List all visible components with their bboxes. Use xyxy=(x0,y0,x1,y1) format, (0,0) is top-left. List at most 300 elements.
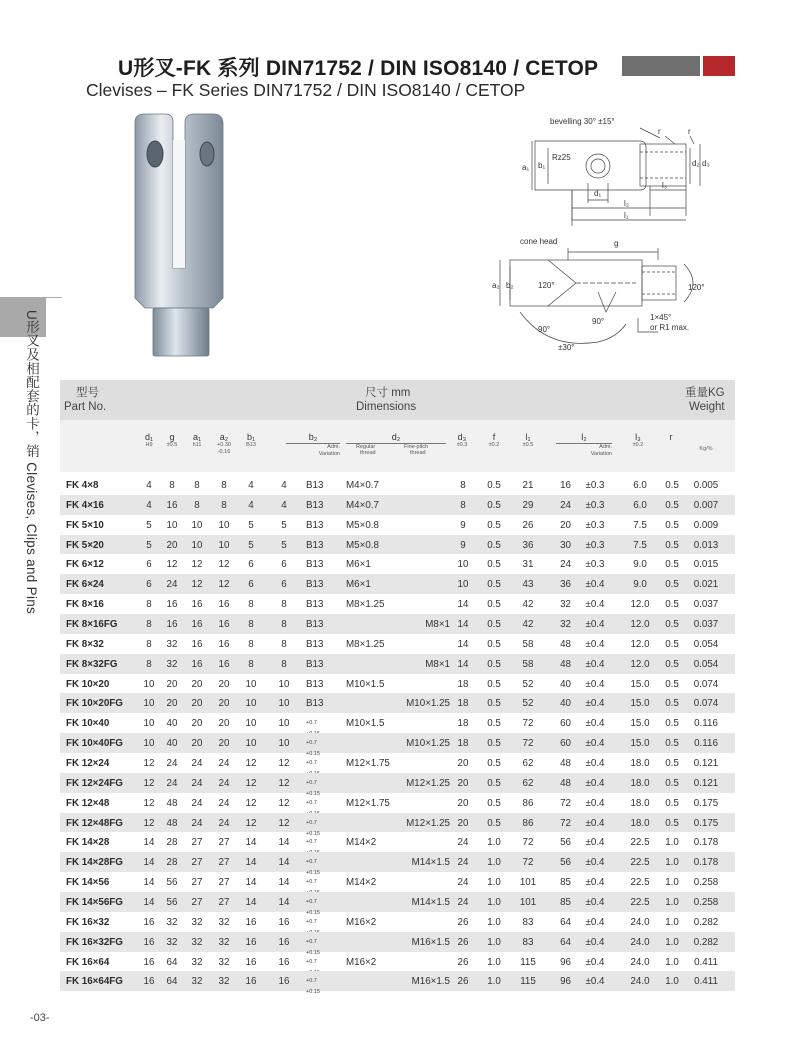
cell-a2: 24 xyxy=(218,777,230,789)
cell-fine: M12×1.25 xyxy=(406,777,450,789)
cell-d3: 14 xyxy=(457,619,469,631)
cell-reg: M16×2 xyxy=(346,916,377,928)
cell-l1: 72 xyxy=(522,837,534,849)
cell-l1: 62 xyxy=(522,758,534,770)
col-l1: l₁ ±0.5 xyxy=(522,432,534,448)
table-row xyxy=(60,654,735,674)
table-row xyxy=(60,554,735,574)
cell-a2: 32 xyxy=(218,916,230,928)
cell-l3: 12.0 xyxy=(630,619,650,631)
cell-b2-variation: +0.7 +0.15 xyxy=(306,779,320,797)
cell-g: 40 xyxy=(166,718,178,730)
cell-kg: 0.074 xyxy=(693,698,719,710)
cell-kg: 0.175 xyxy=(693,817,719,829)
cell-a2: 8 xyxy=(221,480,227,491)
cell-r: 0.5 xyxy=(665,539,679,551)
cell-r: 1.0 xyxy=(665,857,679,869)
cell-b2: 10 xyxy=(278,698,290,710)
cell-d3: 26 xyxy=(457,936,469,948)
cell-a2: 16 xyxy=(218,599,230,611)
label-chamfer-1: 1×45° xyxy=(650,313,672,322)
cell-d3: 14 xyxy=(457,638,469,650)
cell-kg: 0.282 xyxy=(693,936,719,948)
cell-l2var: ±0.4 xyxy=(585,698,605,710)
cell-part-no: FK 6×24 xyxy=(66,579,104,591)
cell-g: 32 xyxy=(166,658,178,670)
cell-l1: 58 xyxy=(522,638,534,650)
col-d3: d₃ ±0.3 xyxy=(456,432,468,448)
cell-r: 0.5 xyxy=(665,658,679,670)
cell-part-no: FK 4×8 xyxy=(66,480,99,491)
col-d1: d₁ H9 xyxy=(144,432,154,448)
cell-l3: 18.0 xyxy=(630,797,650,809)
label-rz: Rz25 xyxy=(552,153,571,162)
cell-part-no: FK 14×56 xyxy=(66,877,110,889)
cell-l2: 72 xyxy=(560,797,571,809)
cell-b2: 8 xyxy=(281,619,287,631)
cell-fine: M8×1 xyxy=(425,658,450,670)
cell-b2: 12 xyxy=(278,817,290,829)
cell-a1: 20 xyxy=(191,738,203,750)
cell-d1: 16 xyxy=(143,976,155,988)
cell-kg: 0.037 xyxy=(693,599,719,611)
cell-b1: 16 xyxy=(245,976,257,988)
cell-part-no: FK 8×16FG xyxy=(66,619,118,631)
cell-a2: 27 xyxy=(218,877,230,889)
cell-b2-variation: B13 xyxy=(306,599,324,611)
label-angle-120a: 120° xyxy=(538,281,555,290)
cell-kg: 0.121 xyxy=(693,777,719,789)
cell-b2-variation: +0.7 +0.15 xyxy=(306,859,320,877)
label-chamfer-2: or R1 max. xyxy=(650,323,690,332)
cell-b1: 6 xyxy=(248,559,254,571)
cell-g: 56 xyxy=(166,877,178,889)
cell-kg: 0.282 xyxy=(693,916,719,928)
cell-a1: 27 xyxy=(191,857,203,869)
cell-a2: 16 xyxy=(218,638,230,650)
cell-d1: 12 xyxy=(143,758,155,770)
col-b2: b₂ Adm. Variation xyxy=(286,432,340,458)
cell-kg: 0.258 xyxy=(693,897,719,909)
cell-l2: 30 xyxy=(560,539,571,551)
cell-b1: 12 xyxy=(245,777,257,789)
cell-g: 16 xyxy=(166,499,178,511)
header-part-cn: 型号 xyxy=(76,387,99,399)
cell-reg: M4×0.7 xyxy=(346,480,379,491)
cell-l1: 72 xyxy=(522,857,534,869)
cell-d3: 26 xyxy=(457,956,469,968)
cell-l3: 18.0 xyxy=(630,777,650,789)
cell-l2var: ±0.3 xyxy=(585,480,605,491)
cell-r: 0.5 xyxy=(665,777,679,789)
cell-b2: 4 xyxy=(281,480,287,491)
cell-reg: M10×1.5 xyxy=(346,718,385,730)
cell-f: 0.5 xyxy=(487,559,501,571)
cell-l2: 48 xyxy=(560,777,571,789)
cell-a1: 32 xyxy=(191,976,203,988)
cell-a1: 16 xyxy=(191,599,203,611)
cell-l3: 15.0 xyxy=(630,698,650,710)
cell-r: 1.0 xyxy=(665,976,679,988)
cell-g: 64 xyxy=(166,956,178,968)
cell-a1: 16 xyxy=(191,638,203,650)
table-row xyxy=(60,535,735,555)
cell-b1: 12 xyxy=(245,817,257,829)
cell-l1: 43 xyxy=(522,579,534,591)
col-kg: Kg/% xyxy=(699,446,713,452)
cell-f: 0.5 xyxy=(487,718,501,730)
cell-b1: 16 xyxy=(245,956,257,968)
cell-r: 0.5 xyxy=(665,599,679,611)
cell-d1: 8 xyxy=(146,638,152,650)
cell-b2-variation: +0.7 xyxy=(306,799,317,806)
cell-a1: 16 xyxy=(191,619,203,631)
cell-a1: 20 xyxy=(191,718,203,730)
cell-d3: 24 xyxy=(457,837,469,849)
cell-l3: 15.0 xyxy=(630,678,650,690)
cell-b1: 8 xyxy=(248,619,254,631)
cell-l2: 64 xyxy=(560,936,571,948)
cell-g: 32 xyxy=(166,916,178,928)
label-angle-90b: 90° xyxy=(592,317,605,326)
cell-b1: 8 xyxy=(248,599,254,611)
cell-a1: 10 xyxy=(191,539,203,551)
cell-f: 0.5 xyxy=(487,817,501,829)
cell-reg: M8×1.25 xyxy=(346,599,385,611)
table-row xyxy=(60,495,735,515)
col-f: f ±0.2 xyxy=(488,432,500,448)
cell-l2: 56 xyxy=(560,857,571,869)
cell-l2: 72 xyxy=(560,817,571,829)
col-r: r xyxy=(669,432,673,442)
cell-kg: 0.178 xyxy=(693,857,719,869)
cell-l2var: ±0.4 xyxy=(585,916,605,928)
cell-l2var: ±0.4 xyxy=(585,777,605,789)
cell-d3: 24 xyxy=(457,857,469,869)
cell-l2: 32 xyxy=(560,619,571,631)
page-subtitle: Clevises – FK Series DIN71752 / DIN ISO8140 / CETOP xyxy=(86,80,526,100)
cell-a2: 16 xyxy=(218,619,230,631)
cell-d3: 18 xyxy=(457,738,469,750)
cell-l2: 56 xyxy=(560,837,571,849)
cell-l2: 40 xyxy=(560,678,571,690)
cell-l2var: ±0.4 xyxy=(585,579,605,591)
cell-l1: 86 xyxy=(522,797,534,809)
title-bar-gray xyxy=(622,56,700,76)
cell-a2: 12 xyxy=(218,559,230,571)
cell-l2var: ±0.4 xyxy=(585,817,605,829)
cell-g: 24 xyxy=(166,758,178,770)
cell-b2: 4 xyxy=(281,499,287,511)
cell-l1: 36 xyxy=(522,539,534,551)
cell-b2-variation: +0.7 +0.15 xyxy=(306,819,320,837)
label-g: g xyxy=(614,239,619,248)
cell-b2-variation: +0.7 +0.15 xyxy=(306,938,320,956)
cell-kg: 0.178 xyxy=(693,837,719,849)
header-dim-en: Dimensions xyxy=(356,401,417,413)
cell-part-no: FK 16×64FG xyxy=(66,976,123,988)
cell-d1: 10 xyxy=(143,738,155,750)
cell-b2: 6 xyxy=(281,559,287,571)
cell-fine: M16×1.5 xyxy=(411,976,450,988)
cell-l3: 18.0 xyxy=(630,817,650,829)
header-part-en: Part No. xyxy=(64,401,107,413)
cell-part-no: FK 12×48 xyxy=(66,797,110,809)
cell-a1: 16 xyxy=(191,658,203,670)
cell-l3: 12.0 xyxy=(630,658,650,670)
cell-b2: 16 xyxy=(278,936,290,948)
cell-l2var: ±0.4 xyxy=(585,857,605,869)
cell-d1: 8 xyxy=(146,599,152,611)
cell-d3: 8 xyxy=(460,480,466,491)
cell-fine: M10×1.25 xyxy=(406,698,450,710)
cell-g: 20 xyxy=(166,539,178,551)
cell-b2: 8 xyxy=(281,599,287,611)
cell-l2var: ±0.4 xyxy=(585,897,605,909)
cell-b2-variation: B13 xyxy=(306,480,324,491)
table-row xyxy=(60,932,735,956)
cell-l2var: ±0.4 xyxy=(585,936,605,948)
cell-f: 0.5 xyxy=(487,638,501,650)
clevis-top-drawing xyxy=(488,232,740,364)
cell-l2: 64 xyxy=(560,916,571,928)
label-l2: l₂ xyxy=(624,199,629,208)
col-a2: a₂ +0.30 -0.16 xyxy=(217,432,231,455)
cell-b2-variation: B13 xyxy=(306,698,324,710)
cell-l3: 24.0 xyxy=(630,936,650,948)
cell-f: 0.5 xyxy=(487,678,501,690)
cell-b1: 8 xyxy=(248,638,254,650)
cell-f: 1.0 xyxy=(487,916,501,928)
label-a2: a₂ xyxy=(492,281,500,290)
table-row xyxy=(60,594,735,614)
cell-l2: 48 xyxy=(560,658,571,670)
cell-f: 1.0 xyxy=(487,897,501,909)
cell-b2: 6 xyxy=(281,579,287,591)
cell-b2-variation: +0.7 +0.15 xyxy=(306,740,320,758)
cell-l2: 60 xyxy=(560,718,571,730)
cell-b2-variation: +0.7 xyxy=(306,760,317,767)
col-d2: d₂ Regular thread Fine-pitch thread xyxy=(346,432,446,444)
label-cone-head: cone head xyxy=(520,237,558,246)
table-row xyxy=(60,952,735,972)
cell-r: 0.5 xyxy=(665,738,679,750)
cell-b1: 4 xyxy=(248,480,254,491)
cell-f: 0.5 xyxy=(487,698,501,710)
cell-kg: 0.054 xyxy=(693,658,719,670)
cell-f: 0.5 xyxy=(487,499,501,511)
cell-b2: 10 xyxy=(278,738,290,750)
label-angle-120b: 120° xyxy=(688,283,705,292)
table-row xyxy=(60,475,735,495)
cell-a1: 24 xyxy=(191,797,203,809)
cell-b1: 12 xyxy=(245,797,257,809)
header-weight-en: Weight xyxy=(689,401,725,413)
cell-b1: 12 xyxy=(245,758,257,770)
label-angle-30: ±30° xyxy=(558,343,575,352)
cell-b2-variation: B13 xyxy=(306,539,324,551)
cell-a2: 24 xyxy=(218,817,230,829)
label-l1: l₁ xyxy=(624,211,629,220)
header-weight-cn: 重量KG xyxy=(685,387,725,399)
cell-l1: 83 xyxy=(522,936,534,948)
cell-kg: 0.175 xyxy=(693,797,719,809)
label-bevelling: bevelling 30° ±15° xyxy=(550,117,615,126)
label-d2: d₂ xyxy=(692,159,700,168)
cell-b2: 14 xyxy=(278,897,290,909)
cell-g: 48 xyxy=(166,797,178,809)
cell-a1: 20 xyxy=(191,678,203,690)
cell-part-no: FK 4×16 xyxy=(66,499,104,511)
cell-l2: 85 xyxy=(560,877,571,889)
cell-l1: 115 xyxy=(520,956,536,968)
cell-l1: 42 xyxy=(522,599,534,611)
cell-reg: M5×0.8 xyxy=(346,539,379,551)
cell-l2var: ±0.4 xyxy=(585,758,605,770)
cell-l2: 48 xyxy=(560,638,571,650)
cell-r: 1.0 xyxy=(665,956,679,968)
cell-l1: 58 xyxy=(522,658,534,670)
cell-part-no: FK 10×20FG xyxy=(66,698,123,710)
cell-l3: 9.0 xyxy=(633,559,647,571)
cell-part-no: FK 5×10 xyxy=(66,519,104,531)
cell-f: 1.0 xyxy=(487,956,501,968)
cell-reg: M4×0.7 xyxy=(346,499,379,511)
cell-b2-variation: +0.7 xyxy=(306,720,317,727)
cell-b2: 16 xyxy=(278,916,290,928)
cell-kg: 0.116 xyxy=(694,718,718,730)
cell-a1: 32 xyxy=(191,936,203,948)
cell-b2: 12 xyxy=(278,777,290,789)
cell-l1: 31 xyxy=(522,559,534,571)
cell-b1: 10 xyxy=(245,738,257,750)
cell-l2var: ±0.4 xyxy=(585,678,605,690)
cell-part-no: FK 16×64 xyxy=(66,956,110,968)
cell-fine: M12×1.25 xyxy=(406,817,450,829)
cell-g: 12 xyxy=(166,559,178,571)
cell-part-no: FK 10×20 xyxy=(66,678,110,690)
cell-d3: 24 xyxy=(457,897,469,909)
cell-a1: 10 xyxy=(191,519,203,531)
cell-reg: M8×1.25 xyxy=(346,638,385,650)
cell-kg: 0.015 xyxy=(693,559,719,571)
cell-d1: 14 xyxy=(143,837,155,849)
cell-kg: 0.054 xyxy=(693,638,719,650)
cell-f: 0.5 xyxy=(487,519,501,531)
cell-part-no: FK 12×24FG xyxy=(66,777,123,789)
cell-r: 0.5 xyxy=(665,519,679,531)
cell-a2: 27 xyxy=(218,897,230,909)
cell-l3: 15.0 xyxy=(630,738,650,750)
cell-d3: 9 xyxy=(460,539,466,551)
cell-reg: M12×1.75 xyxy=(346,758,390,770)
cell-d1: 5 xyxy=(146,539,152,551)
col-b1: b₁ B13 xyxy=(246,432,256,448)
cell-kg: 0.037 xyxy=(693,619,719,631)
cell-d1: 16 xyxy=(143,956,155,968)
table-row xyxy=(60,912,735,932)
cell-f: 0.5 xyxy=(487,797,501,809)
cell-kg: 0.021 xyxy=(693,579,719,591)
cell-part-no: FK 10×40FG xyxy=(66,738,123,750)
table-row xyxy=(60,753,735,773)
cell-d1: 8 xyxy=(146,619,152,631)
cell-g: 32 xyxy=(166,936,178,948)
cell-b1: 14 xyxy=(245,897,257,909)
col-l2: l₂ Adm. Variation xyxy=(556,432,612,458)
cell-reg: M6×1 xyxy=(346,579,371,591)
cell-l2var: ±0.4 xyxy=(585,619,605,631)
label-r2: r xyxy=(688,127,691,136)
cell-l3: 22.5 xyxy=(630,897,650,909)
cell-g: 16 xyxy=(166,599,178,611)
cell-l3: 22.5 xyxy=(630,877,650,889)
cell-l3: 6.0 xyxy=(633,499,647,511)
cell-b1: 5 xyxy=(248,539,254,551)
cell-r: 1.0 xyxy=(665,897,679,909)
cell-d1: 8 xyxy=(146,658,152,670)
cell-b2-variation: B13 xyxy=(306,559,324,571)
cell-part-no: FK 12×48FG xyxy=(66,817,123,829)
cell-f: 0.5 xyxy=(487,758,501,770)
cell-b1: 8 xyxy=(248,658,254,670)
cell-l1: 29 xyxy=(522,499,534,511)
cell-d3: 20 xyxy=(457,758,469,770)
label-d1: d₁ xyxy=(594,189,602,198)
label-d3: d₃ xyxy=(702,159,710,168)
cell-b1: 16 xyxy=(245,916,257,928)
cell-a1: 8 xyxy=(194,480,200,491)
cell-part-no: FK 14×28 xyxy=(66,837,110,849)
cell-b2: 14 xyxy=(278,837,290,849)
table-row xyxy=(60,674,735,694)
table-row xyxy=(60,634,735,654)
cell-a2: 32 xyxy=(218,976,230,988)
cell-b2: 8 xyxy=(281,658,287,670)
cell-r: 1.0 xyxy=(665,877,679,889)
cell-b2-variation: B13 xyxy=(306,658,324,670)
cell-b2: 5 xyxy=(281,539,287,551)
cell-a1: 24 xyxy=(191,777,203,789)
cell-d1: 6 xyxy=(146,559,152,571)
cell-part-no: FK 8×16 xyxy=(66,599,104,611)
cell-f: 1.0 xyxy=(487,837,501,849)
col-g: g ±0.5 xyxy=(166,432,178,448)
cell-l3: 24.0 xyxy=(630,956,650,968)
cell-l3: 9.0 xyxy=(633,579,647,591)
cell-d1: 6 xyxy=(146,579,152,591)
cell-b2-variation: +0.7 xyxy=(306,879,317,886)
cell-r: 0.5 xyxy=(665,579,679,591)
cell-a1: 20 xyxy=(191,698,203,710)
cell-r: 0.5 xyxy=(665,638,679,650)
cell-l3: 7.5 xyxy=(633,519,647,531)
cell-g: 20 xyxy=(166,698,178,710)
cell-part-no: FK 10×40 xyxy=(66,718,110,730)
cell-a2: 24 xyxy=(218,758,230,770)
cell-reg: M12×1.75 xyxy=(346,797,390,809)
cell-d1: 16 xyxy=(143,936,155,948)
cell-f: 0.5 xyxy=(487,658,501,670)
clevis-photo xyxy=(125,110,235,360)
cell-kg: 0.116 xyxy=(694,738,718,750)
cell-a2: 20 xyxy=(218,718,230,730)
cell-b2: 14 xyxy=(278,877,290,889)
cell-d1: 14 xyxy=(143,857,155,869)
cell-l1: 52 xyxy=(522,678,534,690)
cell-d1: 10 xyxy=(143,678,155,690)
cell-b2-variation: B13 xyxy=(306,638,324,650)
